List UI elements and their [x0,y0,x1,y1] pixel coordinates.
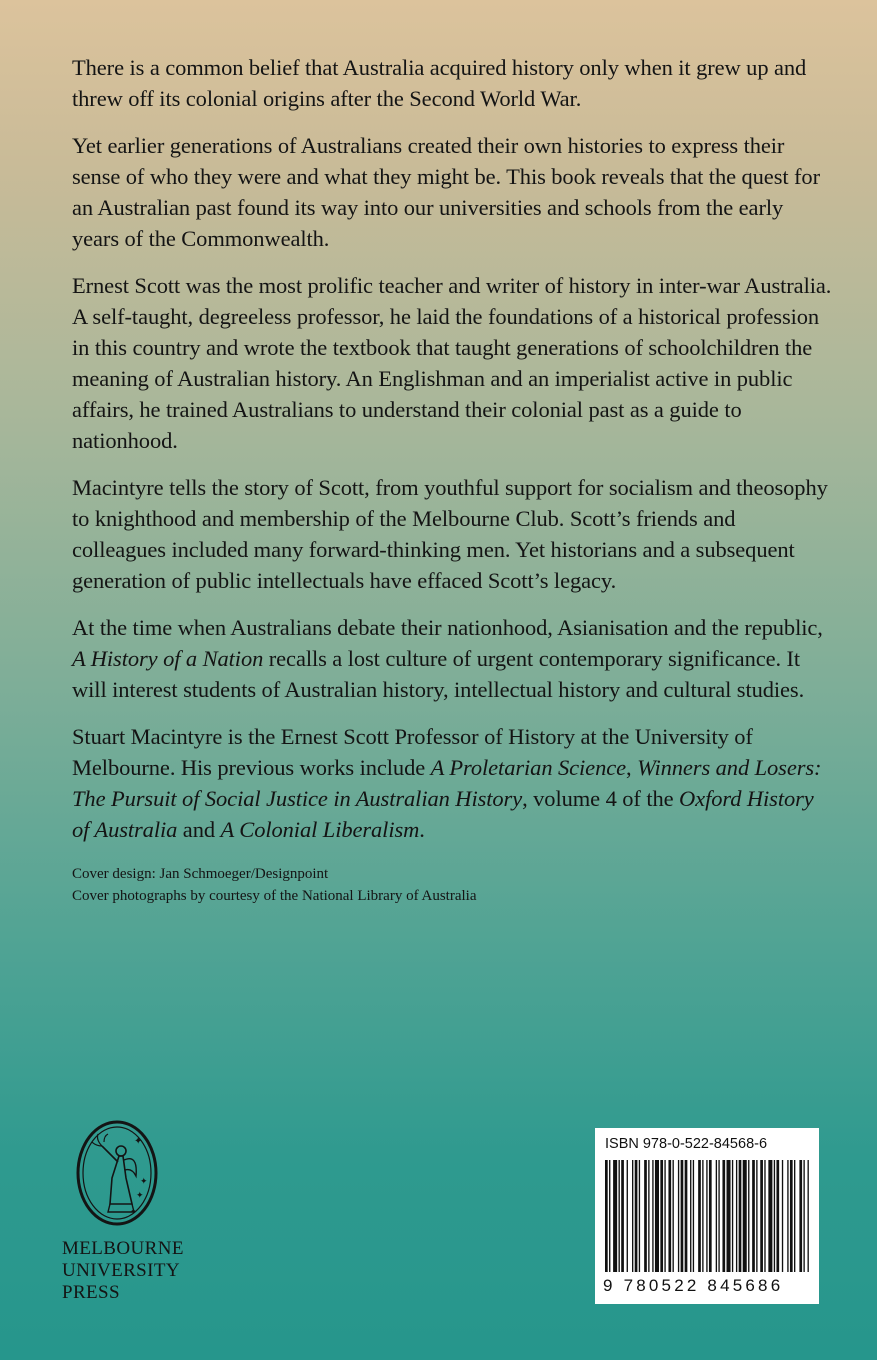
barcode-bar [627,1160,628,1272]
svg-text:✦: ✦ [130,1207,137,1216]
barcode-bar [652,1160,653,1272]
barcode-bar [727,1160,731,1272]
barcode-bar [613,1160,617,1272]
barcode-bar [664,1160,665,1272]
blurb-paragraph-1: There is a common belief that Australia acquired history only when it grew up and threw off its colonial origins after the Second World War. [72,55,807,111]
barcode-bar [702,1160,703,1272]
barcode-bar [790,1160,793,1272]
barcode-digits: 9 780522 845686 [603,1276,784,1295]
cover-photo-credit: Cover photographs by courtesy of the National Library of Australia [72,888,477,904]
barcode-bar [690,1160,691,1272]
book-title: A History of a Nation [72,646,264,671]
barcode-bar [668,1160,671,1272]
winged-victory-emblem-icon [74,1118,160,1228]
barcode-bar [736,1160,737,1272]
barcode-bars [603,1160,813,1276]
text-run: and [177,817,221,842]
barcode-bar [794,1160,795,1272]
blurb [72,52,832,845]
barcode-bar [782,1160,783,1272]
barcode-bar [774,1160,775,1272]
barcode-bar [799,1160,802,1272]
barcode-bar [748,1160,749,1272]
text-run: recalls a lost culture of urgent contemporary significance. It will interest students of Australian history, intellectual history and cultural studies. [72,646,805,702]
barcode-bar [673,1160,674,1272]
barcode-bar [660,1160,663,1272]
barcode-bar [808,1160,809,1272]
barcode-bar [722,1160,725,1272]
back-cover-text [72,52,832,907]
barcode-bar [716,1160,717,1272]
barcode-bar [693,1160,694,1272]
work-title: A Colonial Liberalism [220,817,420,842]
work-title: A Proletarian Science [430,755,626,780]
text-run: Stuart Macintyre is the Ernest Scott Professor of History at the University of Melbourne. His previous works include [72,724,753,780]
barcode-bar [706,1160,707,1272]
text-run: , [626,755,638,780]
barcode-bar [752,1160,755,1272]
barcode-bar [698,1160,701,1272]
isbn-barcode [595,1128,819,1304]
barcode-bar [621,1160,624,1272]
barcode-bar [609,1160,610,1272]
publisher-line: MELBOURNE [62,1238,184,1259]
blurb-paragraph-2: Yet earlier generations of Australians created their own histories to express their sense of who they were and what they might be. This book reveals that the quest for an Australian past found its way into our universities and schools from the early years of the Commonwealth. [72,133,820,251]
barcode-bar [732,1160,733,1272]
barcode-bar [632,1160,633,1272]
barcode-bar [803,1160,804,1272]
text-run: . [419,817,425,842]
barcode-bar [648,1160,649,1272]
barcode-bar [776,1160,779,1272]
blurb-paragraph-5 [72,612,832,705]
barcode-bar [685,1160,688,1272]
barcode-bar [619,1160,620,1272]
publisher-line: UNIVERSITY [62,1260,180,1281]
barcode-bar [764,1160,765,1272]
work-title: Oxford History of Australia [72,786,814,842]
svg-text:✦: ✦ [136,1190,144,1200]
barcode-bar [644,1160,647,1272]
barcode-bar [739,1160,742,1272]
cover-design-credit: Cover design: Jan Schmoeger/Designpoint [72,866,329,882]
barcode-bar [756,1160,757,1272]
cover-credits [72,863,832,907]
publisher-logo [62,1118,232,1304]
barcode-bar [605,1160,608,1272]
barcode-bar [718,1160,719,1272]
publisher-name [62,1238,232,1304]
barcode-bar [787,1160,788,1272]
author-bio [72,721,832,845]
barcode-bar [768,1160,772,1272]
barcode-bar [681,1160,684,1272]
barcode-bar [678,1160,679,1272]
barcode-bar [743,1160,747,1272]
text-run: , volume 4 of the [522,786,680,811]
blurb-paragraph-4: Macintyre tells the story of Scott, from youthful support for socialism and theosophy to knighthood and membership of the Melbourne Club. Scott’s friends and colleagues included many forward-thinking men. Yet historians and a subsequent generation of public intellectuals have effaced Scott’s legacy. [72,475,828,593]
text-run: At the time when Australians debate their nationhood, Asianisation and the republic, [72,615,823,640]
barcode-bar [709,1160,712,1272]
svg-text:✦: ✦ [140,1176,148,1186]
work-title: Winners and Losers: The Pursuit of Social Justice in Australian History [72,755,822,811]
barcode-bar [639,1160,640,1272]
svg-text:✦: ✦ [134,1136,143,1147]
barcode-bar [635,1160,638,1272]
barcode-bar [655,1160,659,1272]
blurb-paragraph-3: Ernest Scott was the most prolific teacher and writer of history in inter-war Australia. A self-taught, degreeless professor, he laid the foundations of a historical profession in this country and wrote the textbook that taught generations of schoolchildren the meaning of Australian history. An Englishman and an imperialist active in public affairs, he trained Australians to understand their colonial past as a guide to nationhood. [72,273,832,453]
publisher-line: PRESS [62,1282,120,1303]
isbn-label: ISBN 978-0-522-84568-6 [605,1136,768,1152]
barcode-bar [760,1160,763,1272]
